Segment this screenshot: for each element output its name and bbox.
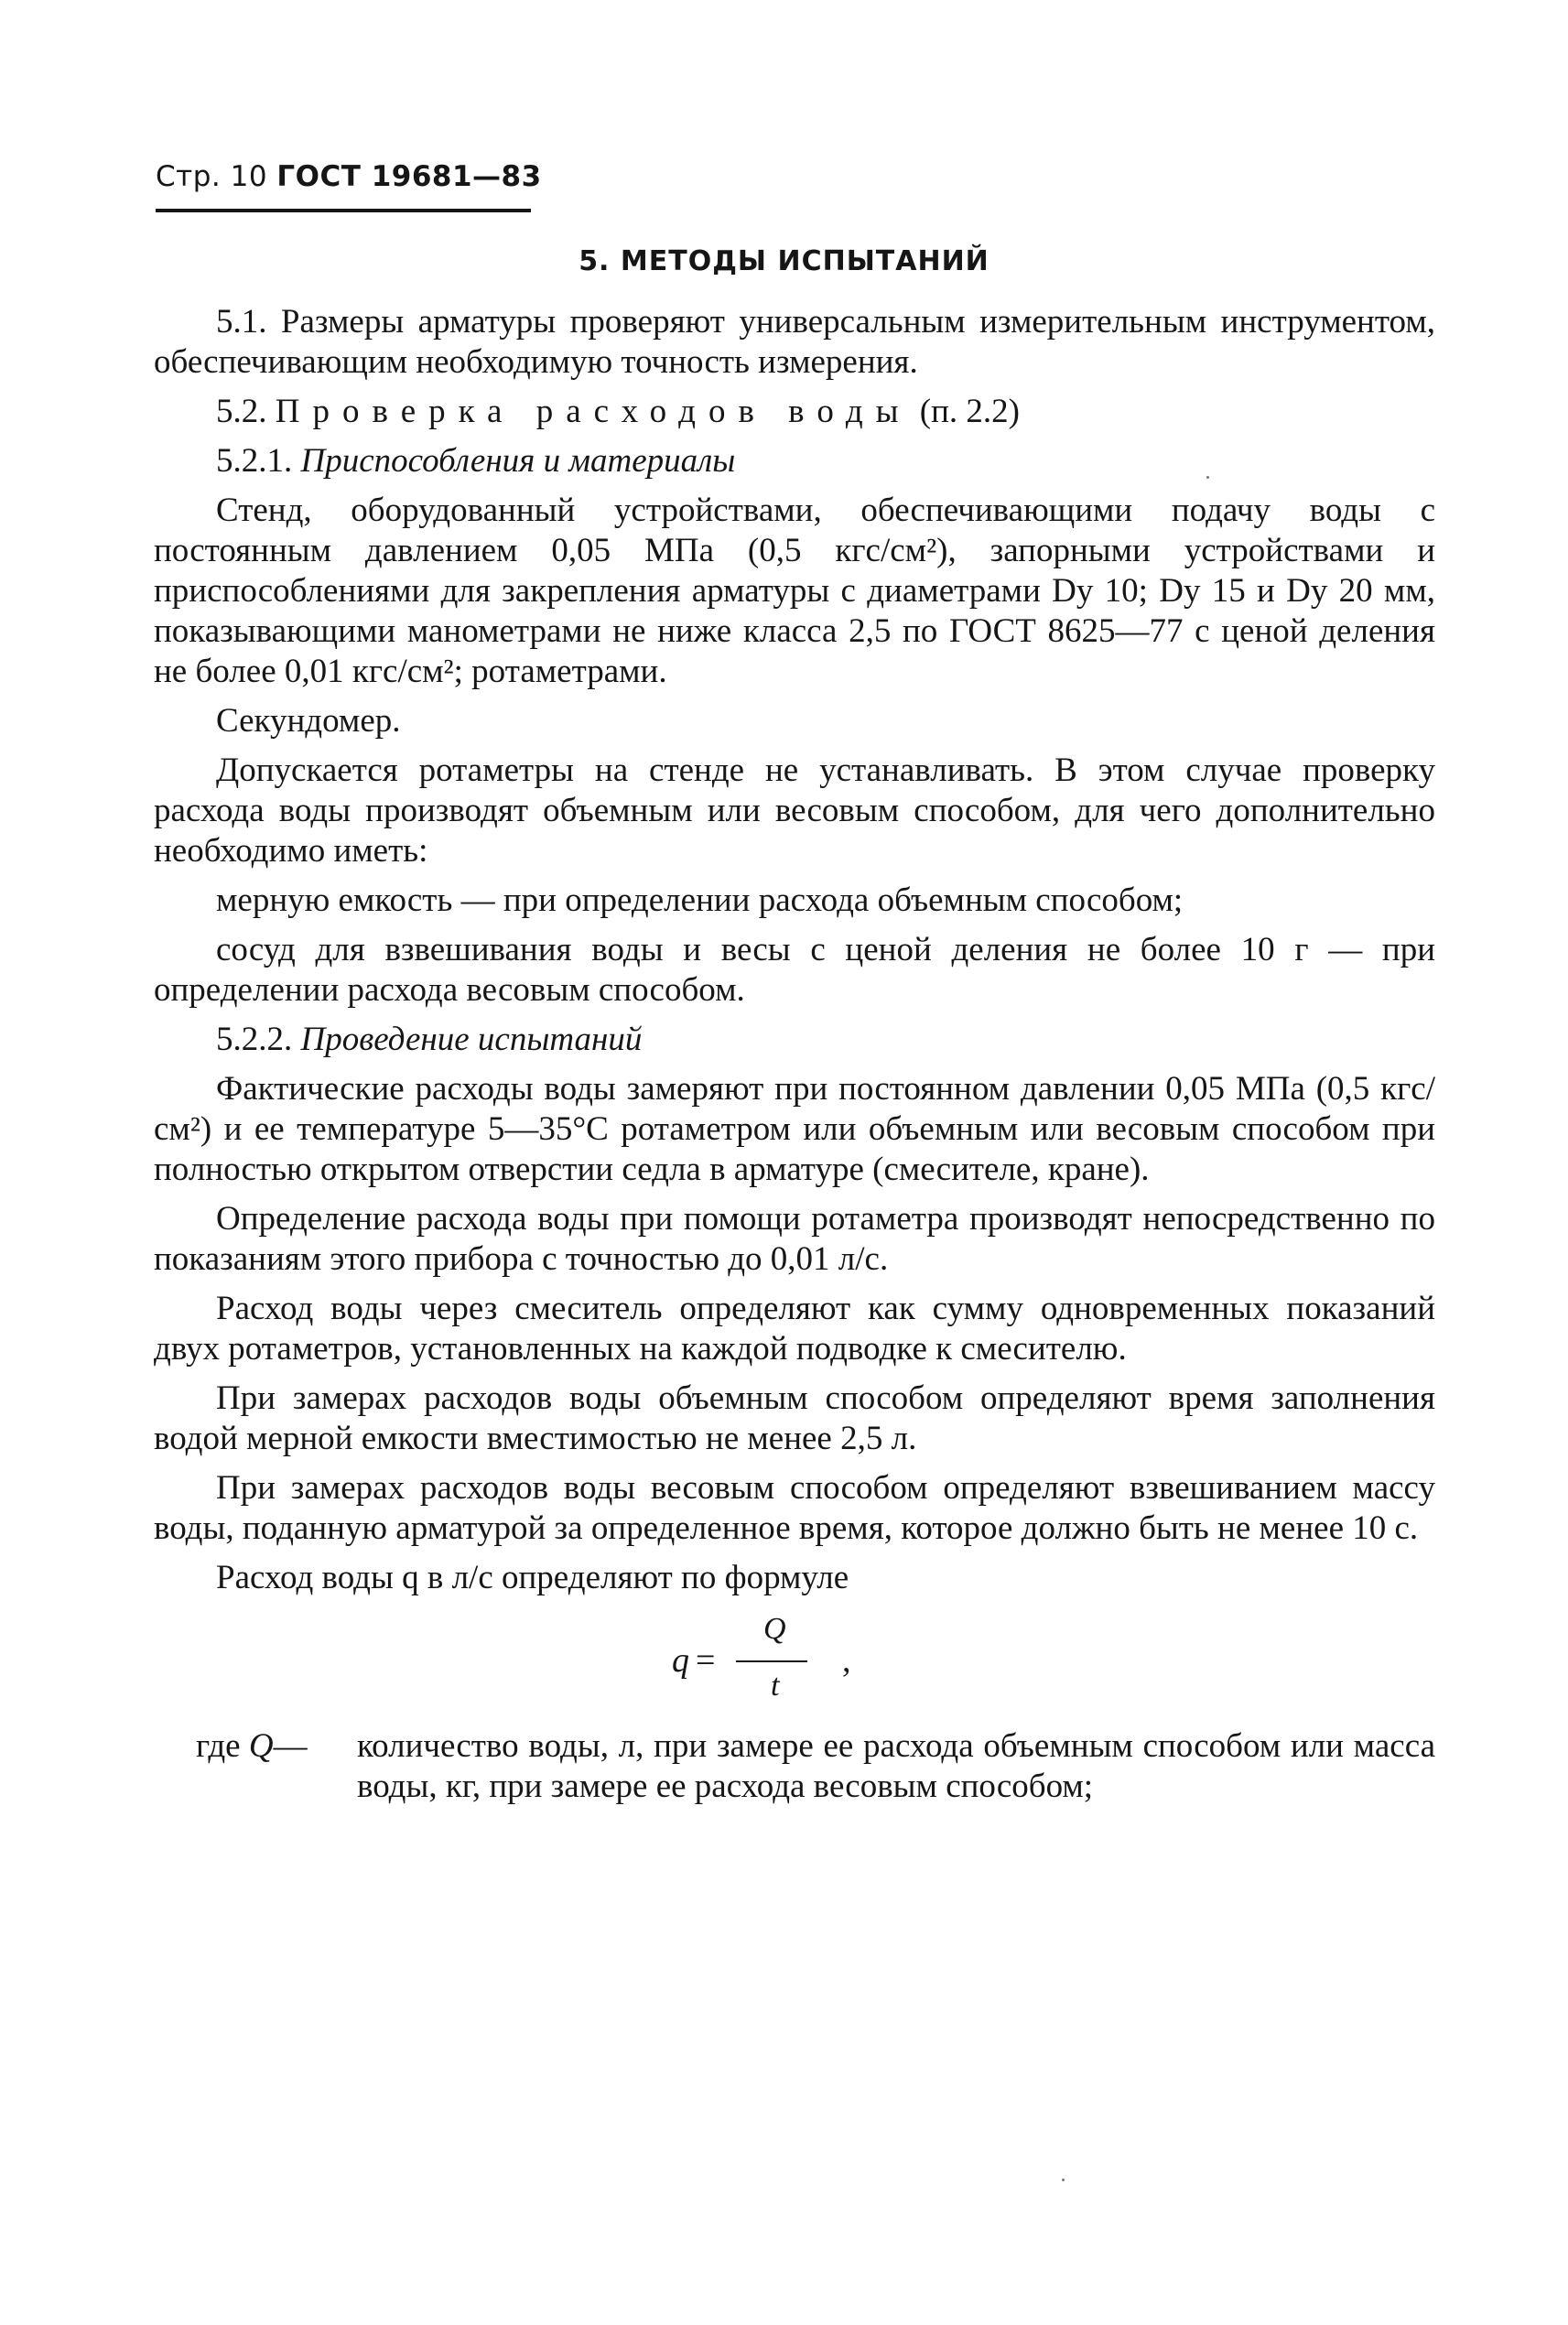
fraction-bar bbox=[736, 1660, 807, 1662]
section-title: 5. МЕТОДЫ ИСПЫТАНИЙ bbox=[579, 245, 989, 277]
paragraph-weigh-vessel: сосуд для взвешивания воды и весы с ценой деления не более 10 г — при определении расхода весовым способом. bbox=[154, 931, 1435, 1009]
paragraph-volume-vessel: мерную емкость — при определении расхода объемным способом; bbox=[216, 881, 1184, 919]
paragraph-5-1: 5.1. Размеры арматуры проверяют универсальным измерительным инструментом, обеспечивающим необходимую точность измерения. bbox=[154, 303, 1435, 381]
paragraph-stand: Стенд, оборудованный устройствами, обеспечивающими подачу воды с постоянным давлением 0,05 МПа (0,5 кгс/см²), запорными устройствами и приспособлениями для закрепления арматуры с диаметрами Dy 10; Dy 15 и Dy 20 мм, показывающими манометрами не ниже класса 2,5 по ГОСТ 8625—77 с ценой деления не более 0,01 кгс/см²; ротаметрами. bbox=[154, 492, 1435, 690]
body-text bbox=[154, 302, 1435, 1807]
paragraph-mixer: Расход воды через смеситель определяют как сумму одновременных показаний двух ротаметров, установленных на каждой подводке к смесителю. bbox=[154, 1290, 1435, 1368]
formula-numerator: Q bbox=[763, 1612, 786, 1646]
paragraph-volumetric: При замерах расходов воды объемным способом определяют время заполнения водой мерной емкости вместимостью не менее 2,5 л. bbox=[154, 1379, 1435, 1457]
paragraph-stopwatch: Секундомер. bbox=[216, 702, 401, 740]
paragraph-formula-intro: Расход воды q в л/с определяют по формуле bbox=[216, 1559, 849, 1596]
scan-speck bbox=[1206, 476, 1209, 479]
heading-5-2-number: 5.2. bbox=[216, 393, 267, 430]
legend-where: где bbox=[196, 1727, 241, 1765]
formula-denominator: t bbox=[771, 1669, 780, 1703]
formula-comma: , bbox=[842, 1641, 851, 1680]
header-rule bbox=[156, 209, 531, 212]
formula-legend bbox=[154, 1726, 1435, 1807]
formula-equals: = bbox=[696, 1641, 716, 1680]
legend-dash: — bbox=[273, 1727, 308, 1765]
heading-5-2 bbox=[154, 392, 1435, 432]
page-header bbox=[156, 160, 542, 193]
paragraph-weight: При замерах расходов воды весовым способом определяют взвешиванием массу воды, поданную арматурой за определенное время, которое должно быть не менее 10 с. bbox=[154, 1469, 1435, 1547]
legend-label bbox=[196, 1726, 308, 1767]
formula-lhs: q bbox=[672, 1641, 689, 1680]
paragraph-actual-flow: Фактические расходы воды замеряют при постоянном давлении 0,05 МПа (0,5 кгс/см²) и ее температуре 5—35°С ротаметром или объемным или весовым способом при полностью открытом отверстии седла в арматуре (смесителе, кране). bbox=[154, 1070, 1435, 1188]
paragraph-rotameter: Определение расхода воды при помощи ротаметра производят непосредственно по показаниям этого прибора с точностью до 0,01 л/с. bbox=[154, 1200, 1435, 1278]
heading-5-2-1-title: Приспособления и материалы bbox=[300, 442, 736, 480]
heading-5-2-2 bbox=[154, 1020, 1435, 1060]
heading-5-2-2-title: Проведение испытаний bbox=[300, 1021, 643, 1058]
heading-5-2-2-number: 5.2.2. bbox=[216, 1021, 293, 1058]
legend-symbol: Q bbox=[248, 1727, 274, 1765]
scan-speck bbox=[1062, 2179, 1065, 2181]
page-number: Стр. 10 bbox=[156, 160, 268, 193]
heading-5-2-1 bbox=[154, 441, 1435, 481]
standard-code: ГОСТ 19681—83 bbox=[276, 160, 542, 193]
heading-5-2-title: Проверка расходов воды bbox=[275, 393, 912, 430]
heading-5-2-1-number: 5.2.1. bbox=[216, 442, 293, 480]
flow-formula bbox=[154, 1609, 1435, 1719]
legend-definition: количество воды, л, при замере ее расхода объемным способом или масса воды, кг, при замере ее расхода весовым способом; bbox=[357, 1727, 1435, 1805]
heading-5-2-ref: (п. 2.2) bbox=[919, 393, 1020, 430]
paragraph-allowed: Допускается ротаметры на стенде не устанавливать. В этом случае проверку расхода воды производят объемным или весовым способом, для чего дополнительно необходимо иметь: bbox=[154, 752, 1435, 870]
